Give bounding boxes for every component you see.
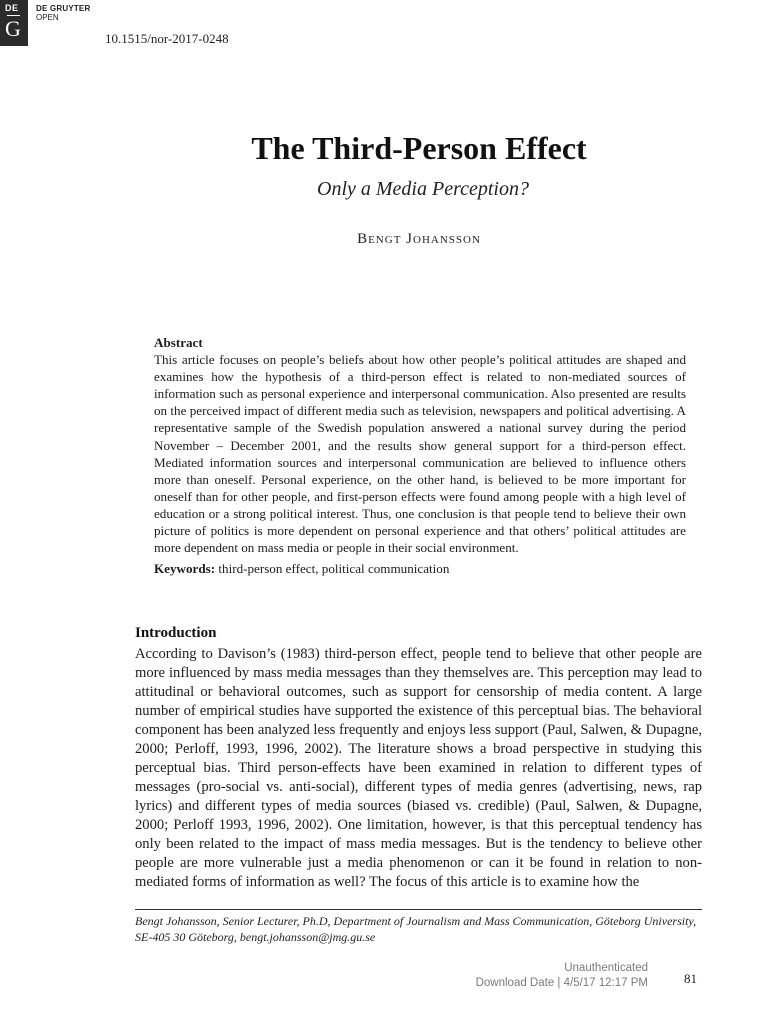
auth-status: Unauthenticated (564, 962, 648, 974)
article-author: Bengt Johansson (357, 231, 481, 247)
article-title: The Third-Person Effect (251, 130, 587, 166)
abstract-section (154, 334, 686, 577)
publisher-sub: OPEN (36, 13, 59, 22)
abstract-heading: Abstract (154, 335, 203, 350)
keywords-line (154, 560, 686, 577)
footnote-divider (135, 909, 702, 910)
publisher-name-block (36, 4, 90, 22)
article-subtitle: Only a Media Perception? (317, 178, 529, 200)
keywords-value: third-person effect, political communication (218, 561, 450, 577)
page-number: 81 (684, 971, 697, 986)
introduction-heading: Introduction (135, 625, 217, 641)
download-date: Download Date | 4/5/17 12:17 PM (475, 977, 648, 989)
abstract-text: This article focuses on people’s beliefs about how other people’s political attitudes are shaped and examines how the hypothesis of a third-person effect is related to non-mediated sources of information such as personal experience and interpersonal communication. Also presented are results on the perceived impact of different media such as television, newspapers and political advertising. A representative sample of the Swedish population answered a national survey during the period November – December 2001, and the results show general support for a third-person effect. Mediated information sources and interpersonal communication are believed to influence others more than oneself. Personal experience, on the other hand, is believed to be more important for oneself than for other people, and first-person effects were found among people with a high level of education or a strong political interest. Thus, one conclusion is that people tend to believe their own picture of politics is more dependent on personal experience and that others’ political attitudes are more dependent on mass media or people in their social environment. (154, 352, 686, 556)
publisher-name: DE GRUYTER (36, 4, 91, 13)
publisher-logo (0, 0, 28, 46)
introduction-text: According to Davison’s (1983) third-person effect, people tend to believe that other people are more influenced by mass media messages than they themselves are. This perception may lead to attitudinal or behavioral outcomes, such as support for censorship of media content. A large number of empirical studies have supported the existence of this perceptual bias. The behavioral component has been analyzed less frequently and enjoys less support (Paul, Salwen, & Dupagne, 2000; Perloff, 1993, 1996, 2002). The literature shows a broad perspective in studying this perceptual bias. Third person-effects have been examined in relation to different types of messages (pro-social vs. anti-social), different types of media genres (advertising, news, rap lyrics) and different types of media sources (biased vs. credible) (Paul, Salwen, & Dupagne, 2000; Perloff 1993, 1996, 2002). One limitation, however, is that this perceptual tendency has only been related to the impact of mass media messages. But is the tendency to believe other people are more vulnerable just a media phenomenon or can it be found in relation to non-mediated forms of information as well? The focus of this article is to examine how the (135, 646, 702, 890)
logo-g-text: G (5, 16, 21, 41)
logo-de-text: DE (5, 3, 19, 13)
keywords-label: Keywords: (154, 561, 216, 577)
author-footnote: Bengt Johansson, Senior Lecturer, Ph.D, Department of Journalism and Mass Communication, Göteborg University, SE-405 30 Göteborg, bengt.johansson@jmg.gu.se (135, 914, 697, 944)
doi: 10.1515/nor-2017-0248 (105, 31, 229, 46)
download-watermark (440, 961, 648, 991)
